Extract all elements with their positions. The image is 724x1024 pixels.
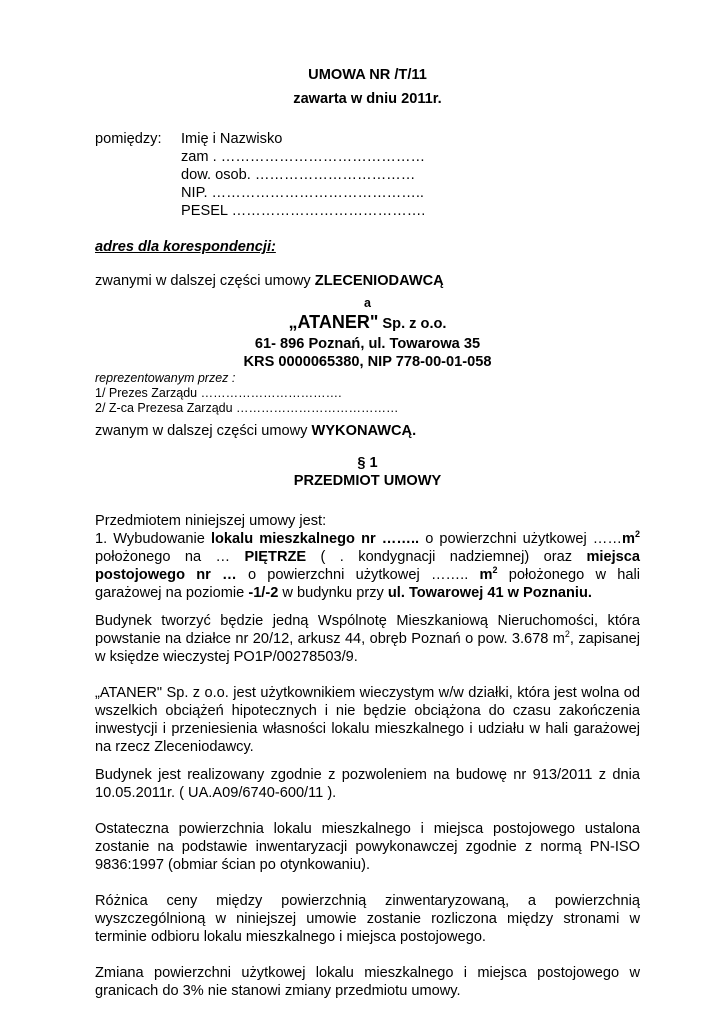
client-fields xyxy=(181,130,640,220)
item1-line1: 1. Wybudowanie lokalu mieszkalnego nr …….. o powierzchni użytkowej $\dots\dots m^2$ xyxy=(95,529,640,547)
item1-line4: garażowej na poziomie -1/-2 w budynku przy ul. Towarowej 41 w Poznaniu. xyxy=(95,585,592,601)
contract-document xyxy=(95,66,640,1000)
contract-title: UMOWA NR /T/11 xyxy=(308,67,427,83)
client-role: ZLECENIODAWCĄ xyxy=(314,273,444,289)
client-party-block xyxy=(95,130,640,220)
subject-intro: Przedmiotem niniejszej umowy jest: xyxy=(95,513,327,529)
company-name: „ATANER" xyxy=(288,312,379,332)
area-change-paragraph: Zmiana powierzchni użytkowej lokalu mieszkalnego i miejsca postojowego w granicach do 3% nie stanowi zmiany przedmiotu umowy. xyxy=(95,965,640,999)
company-address: 61- 896 Poznań, ul. Towarowa 35 xyxy=(254,336,481,352)
contractor-role-line: zwanym w dalszej części umowy WYKONAWCĄ. xyxy=(95,423,417,439)
section-number: § 1 xyxy=(357,455,378,471)
contractor-role: WYKONAWCĄ. xyxy=(311,423,417,439)
contract-date: zawarta w dniu 2011r. xyxy=(293,91,442,107)
company-name-line: „ATANER" Sp. z o.o. xyxy=(288,312,447,332)
between-label: pomiędzy: xyxy=(95,131,162,147)
and-conjunction: a xyxy=(364,296,371,310)
price-difference-paragraph: Różnica ceny między powierzchnią zinwentaryzowaną, a powierzchnią wyszczególnioną w niniejszej umowie zostanie rozliczona między stronami w terminie odbioru lokalu mieszkalnego i miejsca postojowego. xyxy=(95,893,640,945)
permit-paragraph: Budynek jest realizowany zgodnie z pozwoleniem na budowę nr 913/2011 z dnia 10.05.2011r. ( UA.A09/6740-600/11 ). xyxy=(95,767,640,801)
client-pesel-line: PESEL …………………………………. xyxy=(181,203,426,219)
item1-line2: położonego na … PIĘTRZE ( . kondygnacji nadziemnej) oraz miejsca xyxy=(95,549,640,565)
building-paragraph: Budynek tworzyć będzie jedną Wspólnotę Mieszkaniową Nieruchomości, która powstanie na działce nr 20/12, arkusz 44, obręb Poznań o pow. 3.678 $m^2$, zapisanej w księdze wieczystej PO1P/00278503/9. xyxy=(95,613,640,665)
client-role-line: zwanymi w dalszej części umowy ZLECENIODAWCĄ xyxy=(95,273,444,289)
representative-president: 1/ Prezes Zarządu ……………………………. xyxy=(95,386,342,400)
section-title: PRZEDMIOT UMOWY xyxy=(293,473,442,489)
final-area-paragraph: Ostateczna powierzchnia lokalu mieszkalnego i miejsca postojowego ustalona zostanie na podstawie inwentaryzacji powykonawczej zgodnie z normą PN-ISO 9836:1997 (obmiar ścian po otynkowaniu). xyxy=(95,821,640,873)
client-nip-line: NIP. …………………………………….. xyxy=(181,185,424,201)
represented-by-label: reprezentowanym przez : xyxy=(95,371,236,385)
correspondence-address-label: adres dla korespondencji: xyxy=(95,239,276,255)
client-address-line: zam . …………………………………… xyxy=(181,149,426,165)
representative-vice-president: 2/ Z-ca Prezesa Zarządu ………………………………… xyxy=(95,401,399,415)
client-name-line: Imię i Nazwisko xyxy=(181,131,283,147)
item1-line3: postojowego nr … o powierzchni użytkowej …….. $m^2$ położonego w hali xyxy=(95,565,641,583)
client-id-line: dow. osob. …………………………… xyxy=(181,167,416,183)
subject-item-1 xyxy=(95,530,640,602)
ownership-paragraph: „ATANER" Sp. z o.o. jest użytkownikiem wieczystym w/w działki, która jest wolna od wszelkich obciążeń hipotecznych i nie będzie obciążona do czasu zakończenia inwestycji i przeniesienia własności lokalu mieszkalnego i udziału w hali garażowej na rzecz Zleceniodawcy. xyxy=(95,685,640,755)
company-registry: KRS 0000065380, NIP 778-00-01-058 xyxy=(243,354,492,370)
